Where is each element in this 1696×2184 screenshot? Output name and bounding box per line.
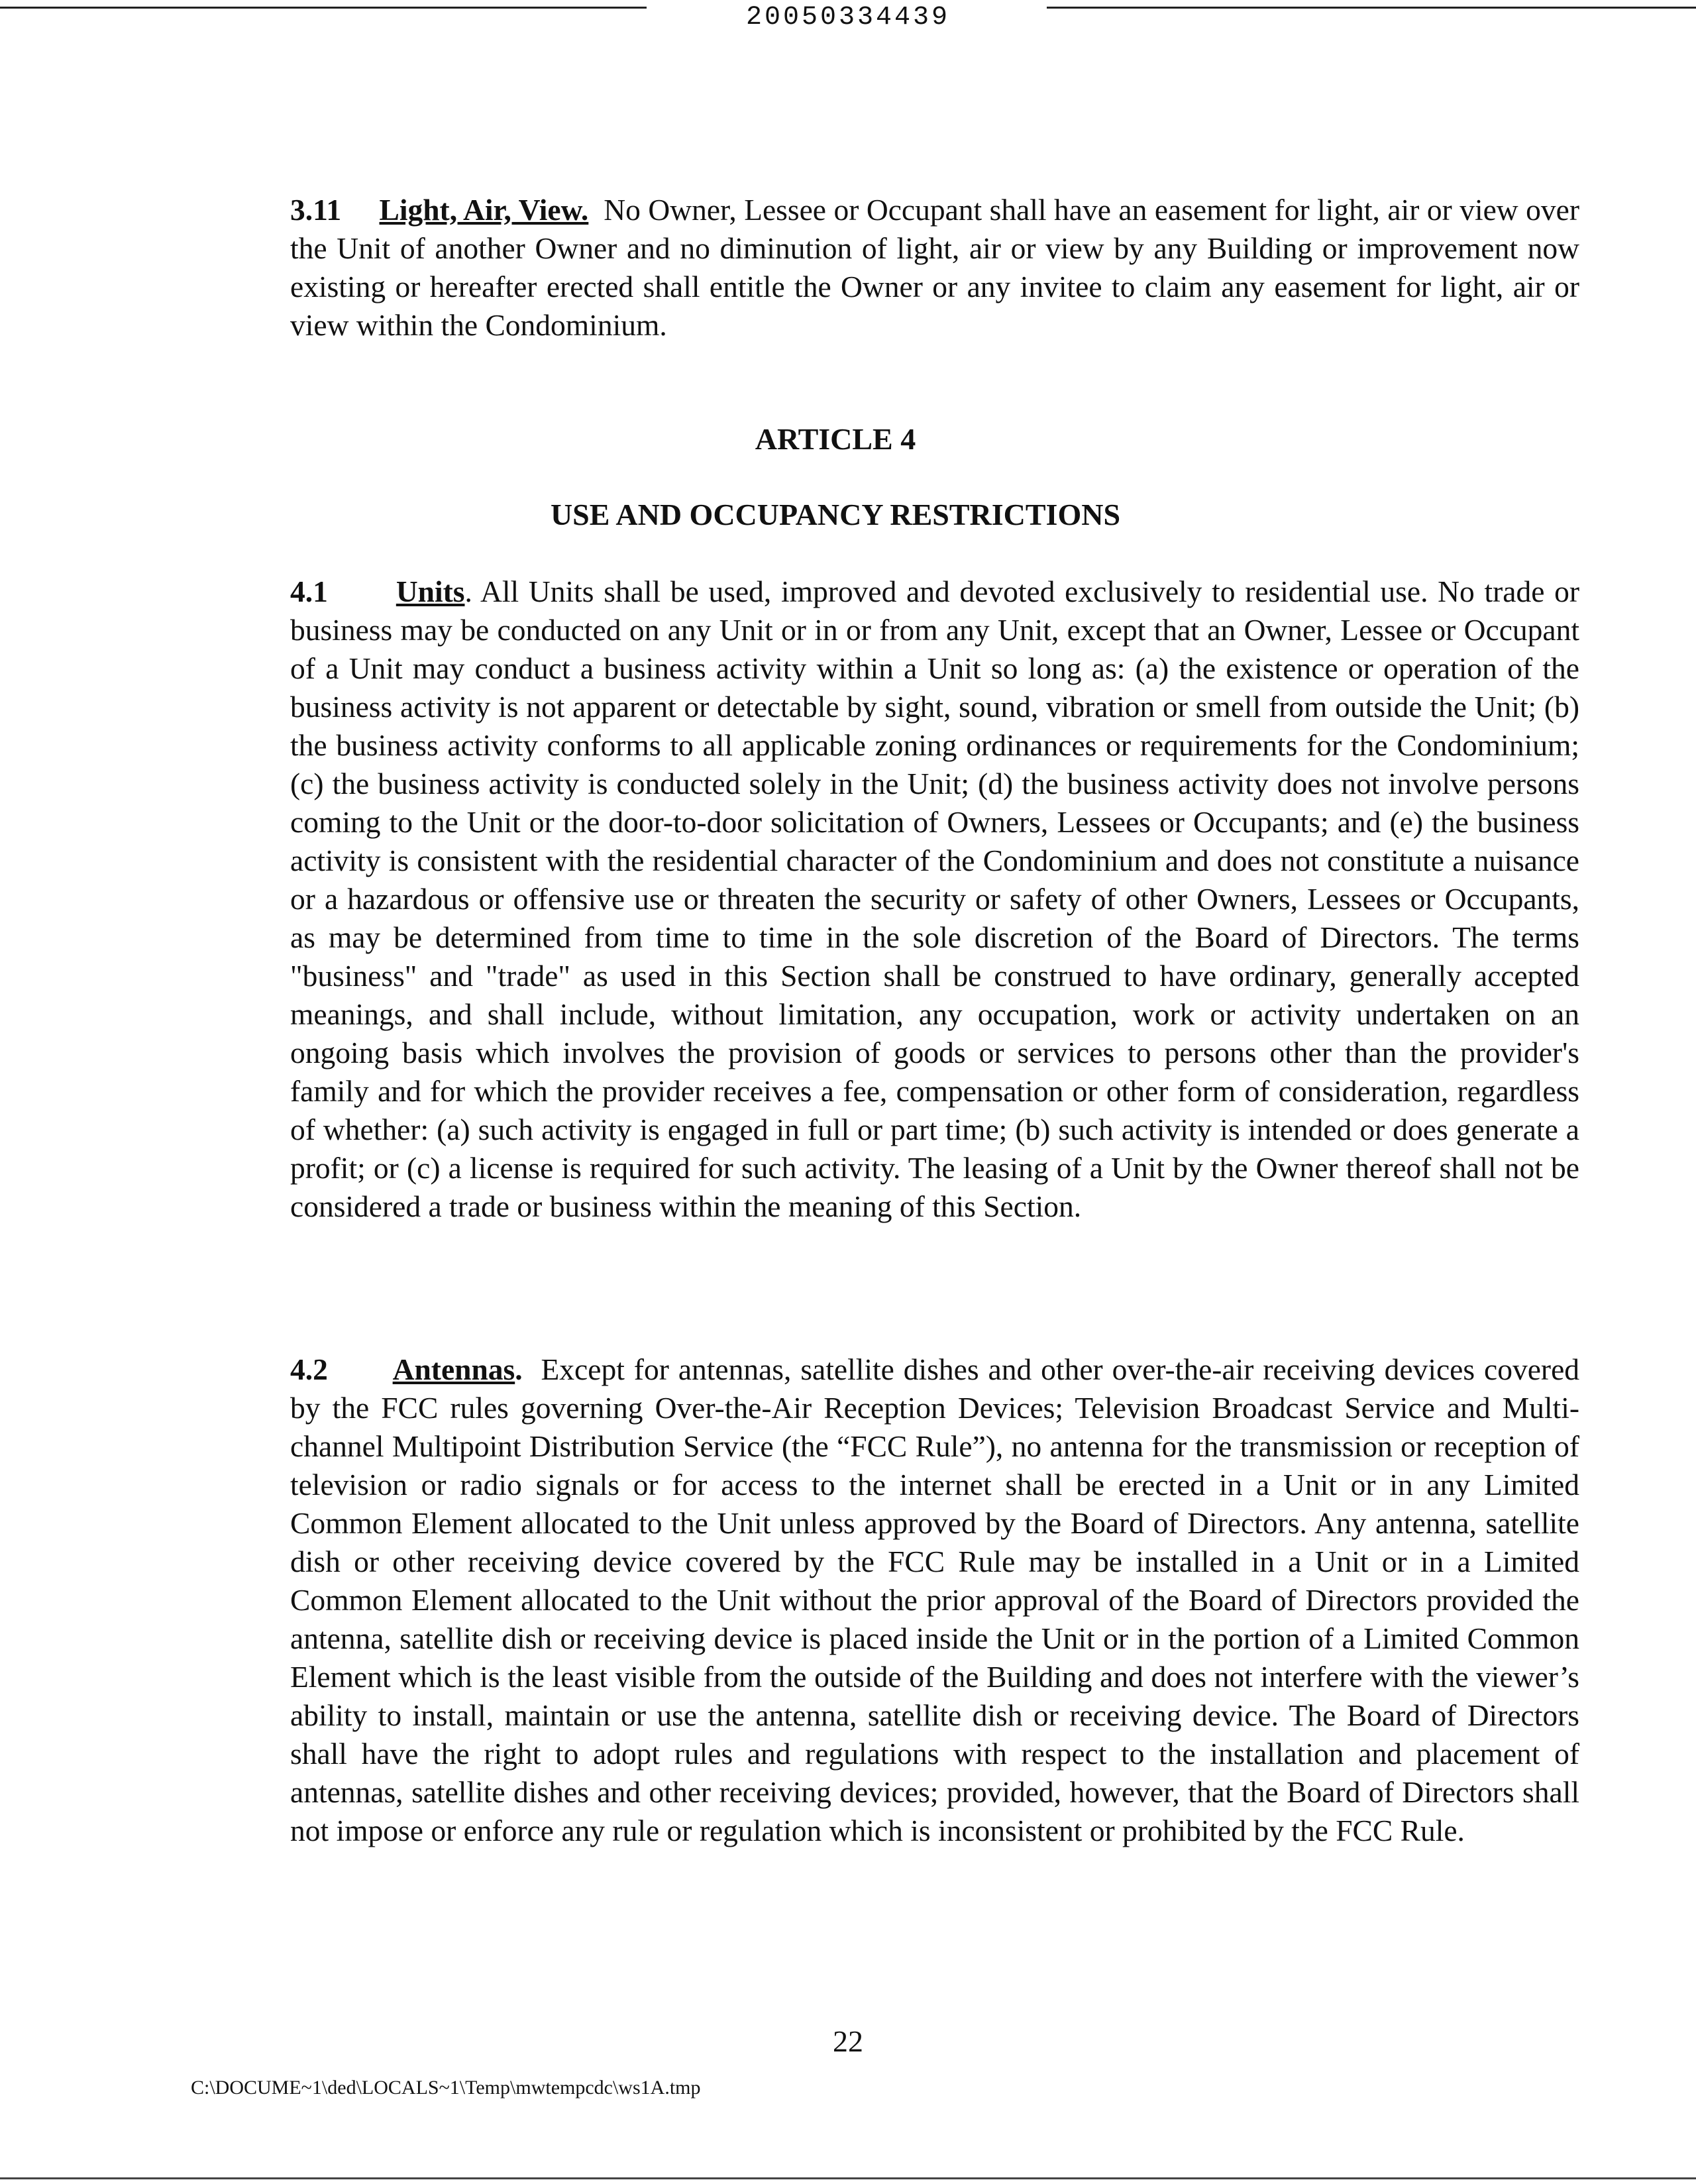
section-body: Except for antennas, satellite dishes and other over-the-air receiving devices covered by the FCC rules governing Over-the-Air Reception Devices; Television Broadcast Service and Multi-channel Multipoint Distribution Service (the “FCC Rule”), no antenna for the transmission or reception of television or radio signals or for access to the internet shall be erected in a Unit or in any Limited Common Element allocated to the Unit unless approved by the Board of Directors. Any antenna, satellite dish or other receiving device covered by the FCC Rule may be installed in a Unit or in a Limited Common Element allocated to the Unit without the prior approval of the Board of Directors provided the antenna, satellite dish or receiving device is placed inside the Unit or in the portion of a Limited Common Element which is the least visible from the outside of the Building and does not interfere with the viewer’s ability to install, maintain or use the antenna, satellite dish or receiving device. The Board of Directors shall have the right to adopt rules and regulations with respect to the installation and placement of antennas, satellite dishes and other receiving devices; provided, however, that the Board of Directors shall not impose or enforce any rule or regulation which is inconsistent or prohibited by the FCC Rule. [290, 1352, 1580, 1847]
section-title-period: . [515, 1352, 523, 1386]
section-number: 3.11 [290, 193, 342, 227]
section-4-1 [191, 573, 1579, 1226]
article-subheading: USE AND OCCUPANCY RESTRICTIONS [550, 498, 1121, 531]
section-number: 4.1 [290, 574, 328, 608]
document-number: 20050334439 [745, 3, 951, 32]
section-title: Antennas [392, 1352, 515, 1386]
section-4-2 [191, 1350, 1579, 1850]
section-body: No Owner, Lessee or Occupant shall have an easement for light, air or view over the Unit of another Owner and no diminution of light, air or view by any Building or improvement now existing or hereafter erected shall entitle the Owner or any invitee to claim any easement for light, air or view within the Condominium. [290, 193, 1579, 342]
section-body: . All Units shall be used, improved and devoted exclusively to residential use. No trade or business may be conducted on any Unit or in or from any Unit, except that an Owner, Lessee or Occupant of a Unit may conduct a business activity within a Unit so long as: (a) the existence or operation of the business activity is not apparent or detectable by sight, sound, vibration or smell from outside the Unit; (b) the business activity conforms to all applicable zoning ordinances or requirements for the Condominium; (c) the business activity is conducted solely in the Unit; (d) the business activity does not involve persons coming to the Unit or the door-to-door solicitation of Owners, Lessees or Occupants; and (e) the business activity is consistent with the residential character of the Condominium and does not constitute a nuisance or a hazardous or offensive use or threaten the security or safety of other Owners, Lessees or Occupants, as may be determined from time to time in the sole discretion of the Board of Directors. The terms "business" and "trade" as used in this Section shall be construed to have ordinary, generally accepted meanings, and shall include, without limitation, any occupation, work or activity undertaken on an ongoing basis which involves the provision of goods or services to persons other than the provider's family and for which the provider receives a fee, compensation or other form of consideration, regardless of whether: (a) such activity is engaged in full or part time; (b) such activity is intended or does generate a profit; or (c) a license is required for such activity. The leasing of a Unit by the Owner thereof shall not be considered a trade or business within the meaning of this Section. [290, 574, 1579, 1223]
file-path: C:\DOCUME~1\ded\LOCALS~1\Temp\mwtempcdc\ws1A.tmp [191, 2077, 701, 2099]
article-heading: ARTICLE 4 [755, 422, 916, 456]
bottom-border [0, 2177, 1696, 2179]
section-title: Light, Air, View. [379, 193, 589, 227]
section-title: Units [396, 574, 465, 608]
section-number: 4.2 [290, 1352, 328, 1386]
section-3-11 [191, 191, 1579, 345]
page-number: 22 [833, 2024, 863, 2058]
